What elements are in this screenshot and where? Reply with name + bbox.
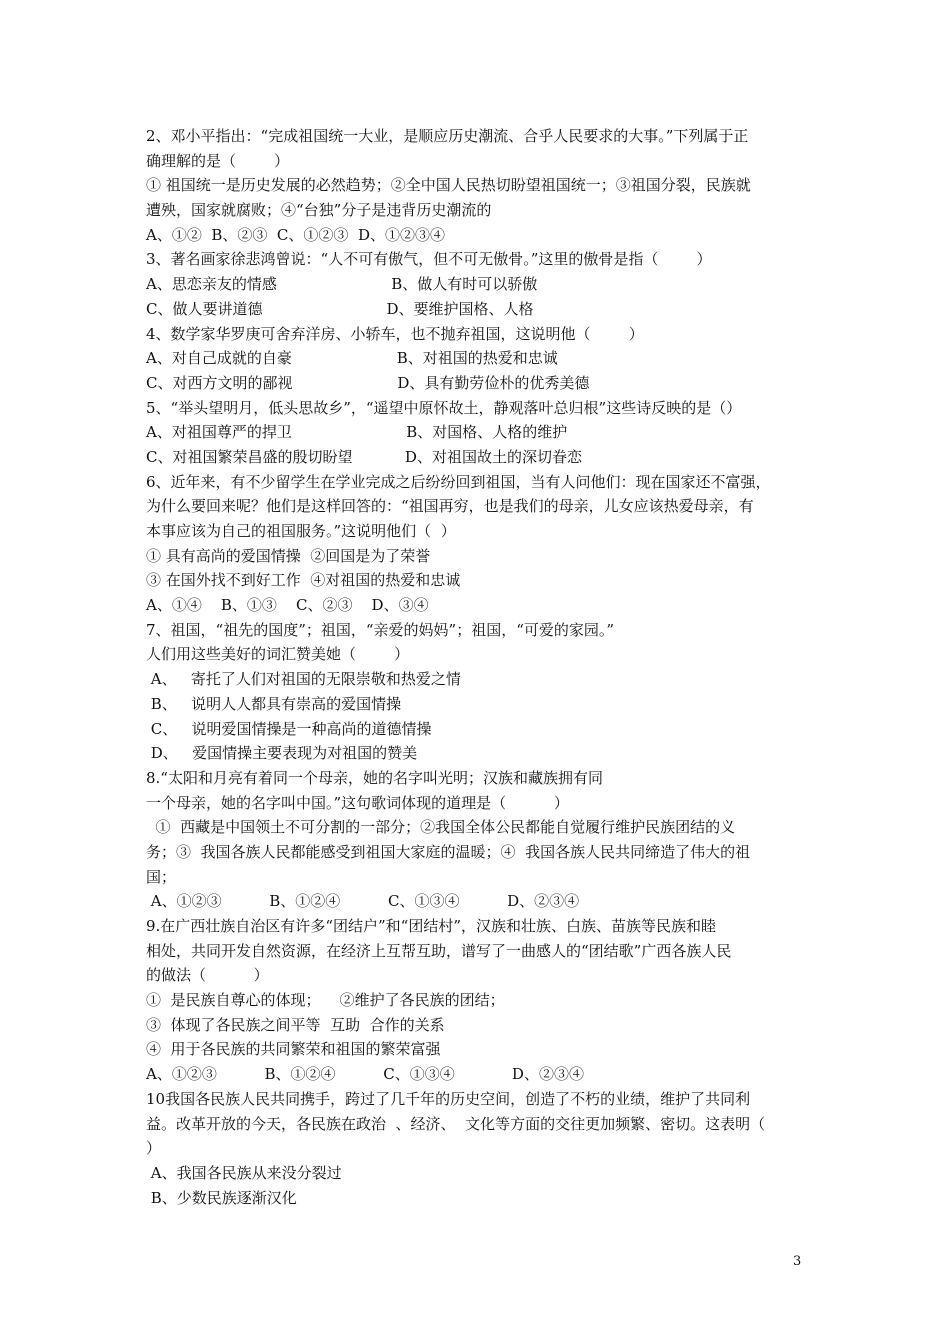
text-line: D、 爱国情操主要表现为对祖国的赞美 — [146, 744, 418, 763]
text-line: 9.在广西壮族自治区有许多“团结户”和“团结村”，汉族和壮族、白族、苗族等民族和睦 — [146, 917, 716, 935]
text-line: 5、“举头望明月，低头思故乡”，“遥望中原怀故土，静观落叶总归根”这些诗反映的是（） — [146, 398, 742, 417]
text-line: B、少数民族逐渐汉化 — [146, 1188, 297, 1207]
text-line: 务；③ 我国各族人民都能感受到祖国大家庭的温暖；④ 我国各族人民共同缔造了伟大的祖 — [146, 842, 751, 861]
text-line: 相处，共同开发自然资源，在经济上互帮互助，谱写了一曲感人的“团结歌”广西各族人民 — [146, 941, 732, 960]
text-line: 7、祖国，“祖先的国度”；祖国，“亲爱的妈妈”；祖国，“可爱的家园。” — [146, 620, 615, 639]
text-line: 3、著名画家徐悲鸿曾说：“人不可有傲气，但不可无傲骨。”这里的傲骨是指（ ） — [146, 250, 712, 269]
text-line: 4、数学家华罗庚可舍弃洋房、小轿车，也不抛弃祖国，这说明他（ ） — [146, 324, 644, 343]
text-line: A、 寄托了人们对祖国的无限崇敬和热爱之情 — [146, 670, 461, 689]
text-line: 6、近年来，有不少留学生在学业完成之后纷纷回到祖国，当有人问他们：现在国家还不富强， — [146, 472, 771, 491]
text-line: 人们用这些美好的词汇赞美她（ ） — [146, 645, 410, 664]
text-line: 一个母亲，她的名字叫中国。”这句歌词体现的道理是（ ） — [146, 793, 569, 812]
page-number: 3 — [793, 1254, 802, 1269]
text-line: 的做法（ ） — [146, 966, 269, 985]
text-line: A、①④ B、①③ C、②③ D、③④ — [146, 596, 429, 615]
text-line: A、①②③ B、①②④ C、①③④ D、②③④ — [146, 892, 580, 911]
text-line: A、对自己成就的自豪 B、对祖国的热爱和忠诚 — [146, 349, 558, 368]
text-line: ③ 在国外找不到好工作 ④对祖国的热爱和忠诚 — [146, 571, 461, 590]
text-line: 8.“太阳和月亮有着同一个母亲，她的名字叫光明；汉族和藏族拥有同 — [146, 768, 603, 787]
text-line: C、 说明爱国情操是一种高尚的道德情操 — [146, 719, 432, 738]
text-line: 国； — [146, 867, 177, 886]
text-line: ④ 用于各民族的共同繁荣和祖国的繁荣富强 — [146, 1040, 441, 1059]
text-line: C、做人要讲道德 D、要维护国格、人格 — [146, 299, 534, 318]
page-body — [146, 124, 810, 1210]
text-line: ① 是民族自尊心的体现； ②维护了各民族的团结； — [146, 991, 505, 1010]
text-line: 本事应该为自己的祖国服务。”这说明他们（ ） — [146, 522, 456, 540]
text-line: 2、邓小平指出：“完成祖国统一大业，是顺应历史潮流、合乎人民要求的大事。”下列属于正 — [146, 127, 749, 145]
text-line: ③ 体现了各民族之间平等 互助 合作的关系 — [146, 1015, 445, 1034]
text-line: 遭殃，国家就腐败；④“台独”分子是违背历史潮流的 — [146, 201, 492, 220]
text-line: ① 祖国统一是历史发展的必然趋势；②全中国人民热切盼望祖国统一；③祖国分裂，民族就 — [146, 176, 751, 195]
text-line: 确理解的是（ ） — [146, 151, 290, 170]
text-line: 为什么要回来呢？他们是这样回答的：“祖国再穷，也是我们的母亲，儿女应该热爱母亲，有 — [146, 497, 754, 516]
text-line: ① 西藏是中国领土不可分割的一部分；②我国全体公民都能自觉履行维护民族团结的义 — [146, 818, 736, 837]
text-line: 10我国各民族人民共同携手，跨过了几千年的历史空间，创造了不朽的业绩，维护了共同利 — [146, 1089, 751, 1108]
text-line: 益。改革开放的今天，各民族在政治 、经济、 文化等方面的交往更加频繁、密切。这表明（ — [146, 1114, 766, 1133]
text-line: ① 具有高尚的爱国情操 ②回国是为了荣誉 — [146, 546, 431, 565]
text-line: A、①② B、②③ C、①②③ D、①②③④ — [146, 225, 445, 244]
text-line: C、对祖国繁荣昌盛的殷切盼望 D、对祖国故土的深切眷恋 — [146, 447, 582, 466]
text-line: A、思恋亲友的情感 B、做人有时可以骄傲 — [146, 275, 538, 294]
text-line: C、对西方文明的鄙视 D、具有勤劳俭朴的优秀美德 — [146, 373, 590, 392]
text-line: ） — [146, 1139, 162, 1158]
text-line: A、我国各民族从来没分裂过 — [146, 1163, 342, 1182]
text-line: B、 说明人人都具有崇高的爱国情操 — [146, 694, 402, 713]
text-line: A、对祖国尊严的捍卫 B、对国格、人格的维护 — [146, 423, 568, 442]
text-line: A、①②③ B、①②④ C、①③④ D、②③④ — [146, 1065, 584, 1084]
